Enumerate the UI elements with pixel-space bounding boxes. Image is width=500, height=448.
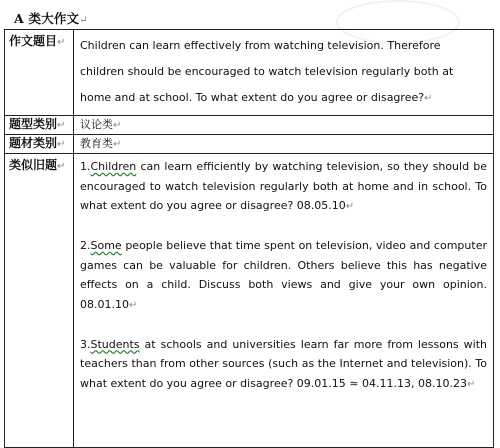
return-mark: ↵ (424, 93, 433, 104)
essay-info-table (4, 29, 494, 448)
page-title-text: A 类大作文 (14, 11, 80, 26)
row-subject (5, 135, 494, 154)
content-topic (74, 30, 494, 116)
type-text: 议论类 (80, 118, 113, 131)
return-mark: ↵ (128, 299, 138, 311)
label-subject: 题材类别↵ (5, 135, 74, 154)
return-mark: ↵ (466, 378, 476, 390)
content-type (74, 116, 494, 135)
return-mark: ↵ (79, 15, 88, 26)
label-type: 题型类别↵ (5, 116, 74, 135)
row-topic (5, 30, 494, 116)
return-mark: ↵ (57, 120, 66, 131)
row-similar (5, 154, 494, 448)
return-mark: ↵ (57, 161, 66, 172)
content-subject (74, 135, 494, 154)
page-title (14, 9, 88, 27)
return-mark: ↵ (57, 37, 66, 48)
label-topic: 作文题目↵ (5, 30, 74, 116)
similar-item-2: 2.Some people believe that time spent on television, video and computer games can be valuable for children. Others believe this has negative effects on a child. Discuss both views and give your own opinion. 08.01.10↵ (80, 239, 487, 311)
topic-text: Children can learn effectively from watching television. Therefore children should be encouraged to watch television regularly both at home and at school. To what extent do you agree or disagree? (80, 39, 454, 104)
similar-item-1: 1.Children can learn efficiently by watching television, so they should be encouraged to watch television regularly both at home and in school. To what extent do you agree or disagree? 08.05.10↵ (80, 160, 487, 212)
label-similar: 类似旧题↵ (5, 154, 74, 448)
return-mark: ↵ (345, 201, 355, 212)
return-mark: ↵ (113, 120, 122, 131)
similar-item-3: 3.Students at schools and universities learn far more from lessons with teachers than from other sources (such as the Internet and television). To what extent do you agree or disagree? 09.01.15 ≈ 04.11.13, 08.10.23↵ (80, 337, 487, 390)
subject-text: 教育类 (80, 137, 113, 150)
return-mark: ↵ (113, 139, 122, 150)
return-mark: ↵ (57, 139, 66, 150)
content-similar (74, 154, 494, 448)
row-type (5, 116, 494, 135)
